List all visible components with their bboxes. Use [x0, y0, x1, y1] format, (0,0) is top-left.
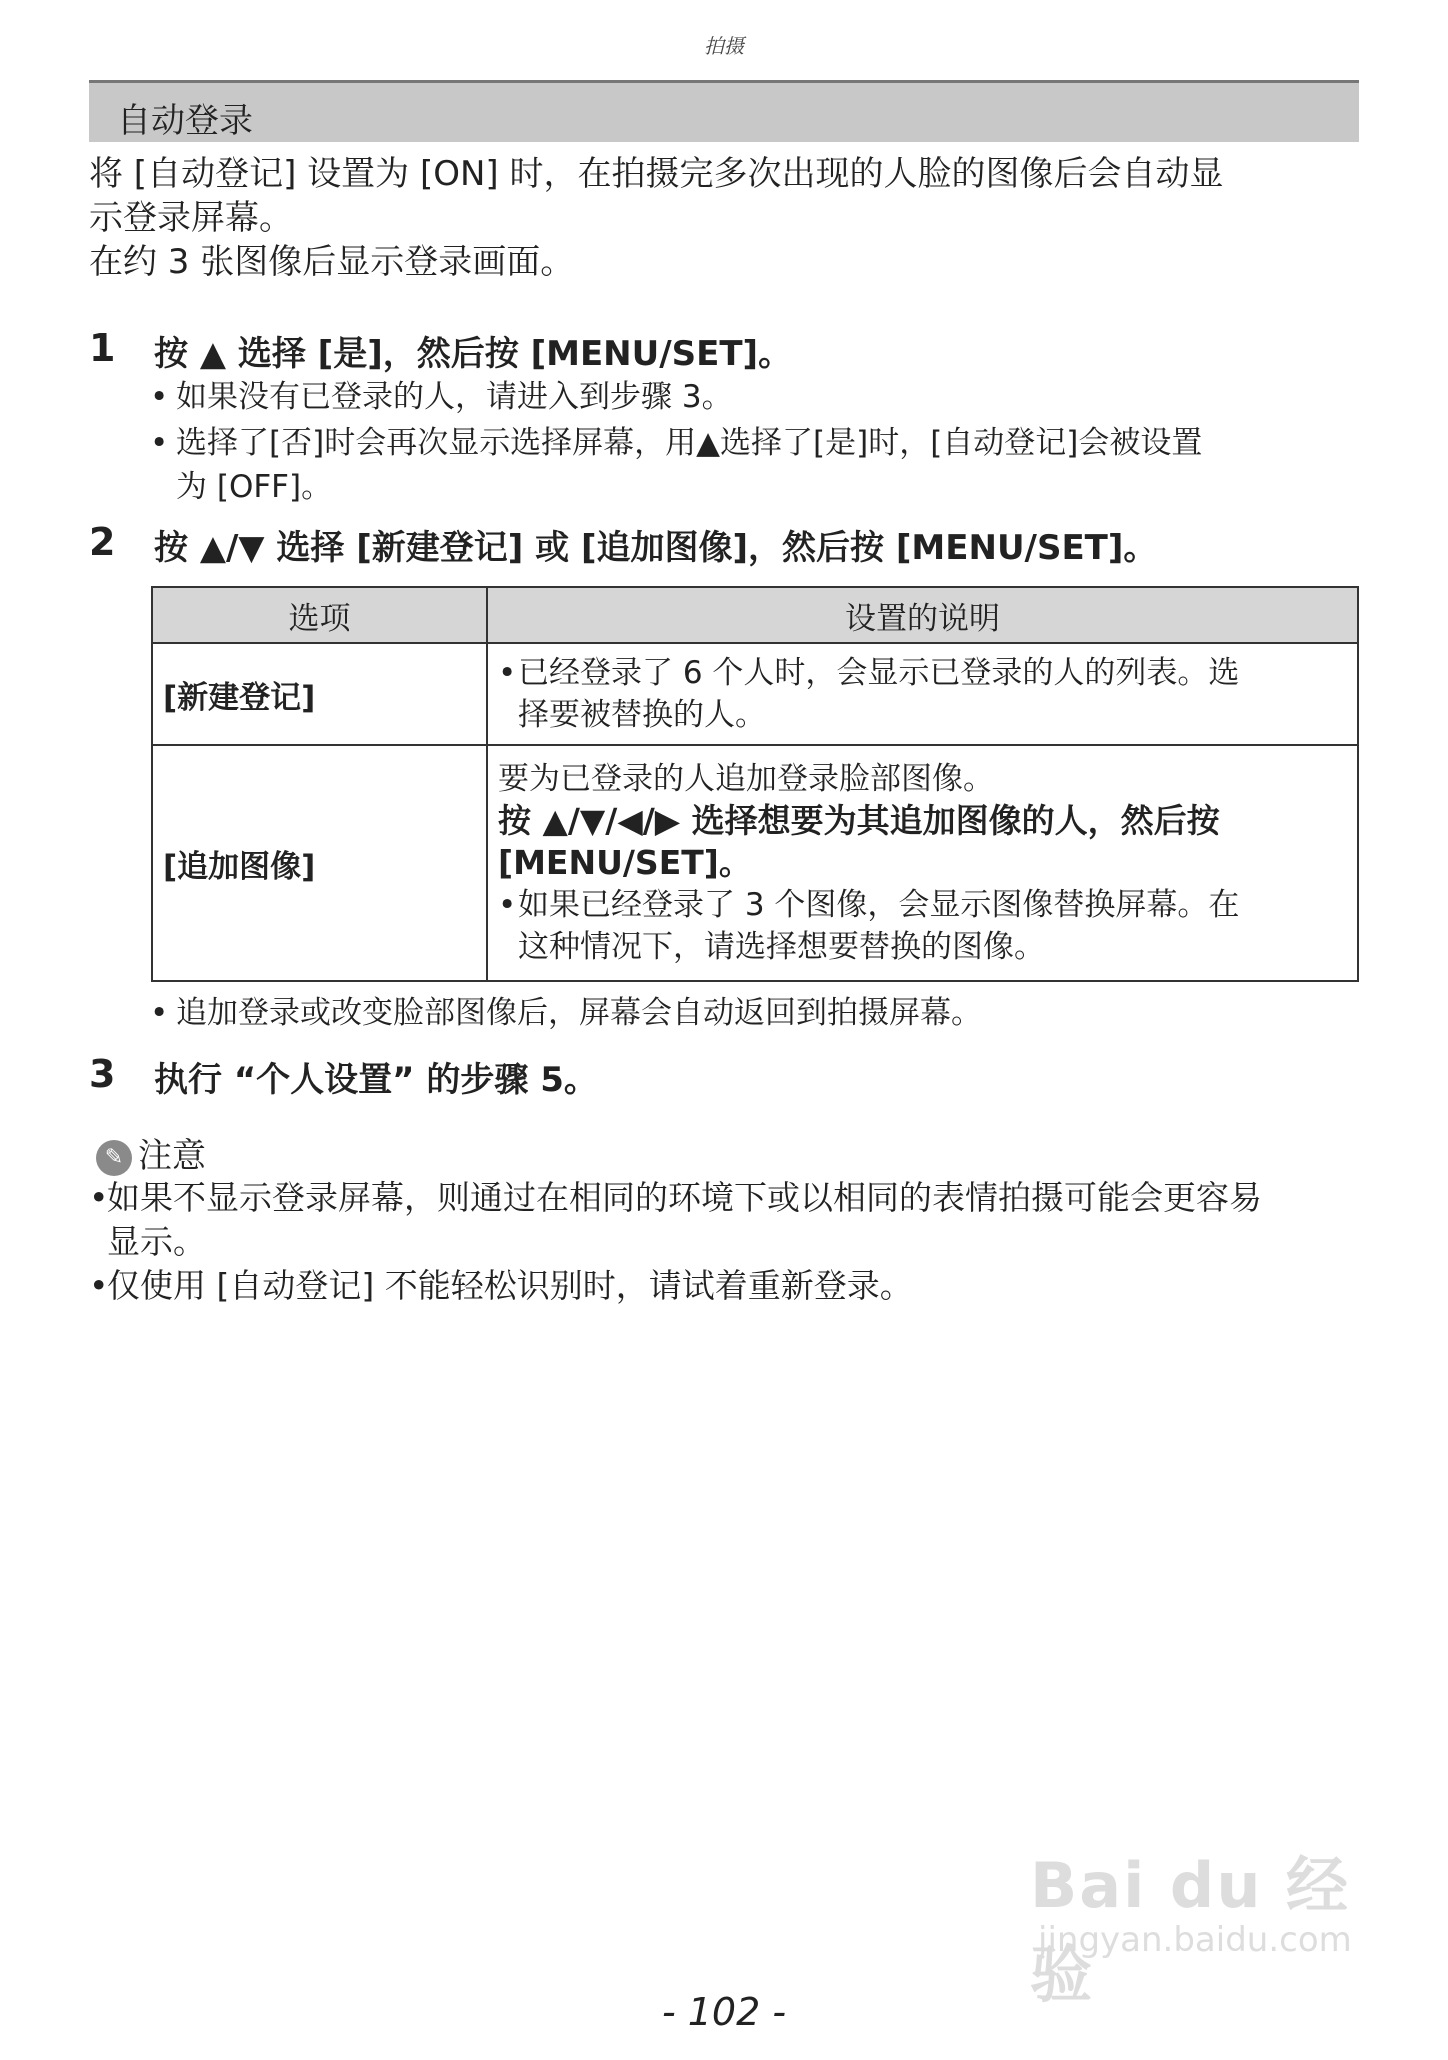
- step-instruction: 按 ▲ 选择 [是]，然后按 [MENU/SET]。: [154, 334, 793, 374]
- table-row: [152, 643, 1358, 745]
- description-instruction: 按 ▲/▼/◀/▶ 选择想要为其追加图像的人，然后按: [498, 801, 1220, 840]
- note-line: 显示。: [107, 1222, 206, 1261]
- intro-line: 在约 3 张图像后显示登录画面。: [89, 242, 575, 282]
- description-instruction: [MENU/SET]。: [498, 843, 752, 882]
- note-item: • 如果不显示登录屏幕，则通过在相同的环境下或以相同的表情拍摄可能会更容易 显示。: [89, 1176, 1359, 1264]
- step-2-after-note: • 追加登录或改变脸部图像后，屏幕会自动返回到拍摄屏幕。: [150, 992, 1360, 1034]
- page-header-label: 拍摄: [704, 34, 744, 58]
- baidu-watermark: [1030, 1836, 1360, 2011]
- intro-line: 示登录屏幕。: [89, 198, 293, 238]
- watermark-logo-text: Bai du 经验: [1030, 1849, 1351, 2011]
- section-title: 自动登录: [117, 101, 253, 141]
- description-line: 要为已登录的人追加登录脸部图像。: [498, 761, 994, 797]
- option-cell: [追加图像]: [152, 745, 487, 981]
- note-item: • 仅使用 [自动登记] 不能轻松识别时，请试着重新登录。: [89, 1264, 1359, 1308]
- intro-paragraph: [89, 152, 1359, 284]
- option-cell: [新建登记]: [152, 643, 487, 745]
- note-title: 注意: [138, 1136, 206, 1176]
- intro-line: 将 [自动登记] 设置为 [ON] 时，在拍摄完多次出现的人脸的图像后会自动显: [89, 154, 1224, 194]
- bullet-text: 追加登录或改变脸部图像后，屏幕会自动返回到拍摄屏幕。: [176, 995, 982, 1031]
- step-instruction: 按 ▲/▼ 选择 [新建登记] 或 [追加图像]，然后按 [MENU/SET]。: [154, 528, 1158, 568]
- bullet-text: 选择了[否]时会再次显示选择屏幕，用▲选择了[是]时，[自动登记]会被设置: [176, 425, 1203, 461]
- step-instruction: 执行 “个人设置” 的步骤 5。: [154, 1060, 598, 1100]
- description-line: 如果已经登录了 3 个图像，会显示图像替换屏幕。在: [518, 887, 1240, 923]
- pencil-icon: ✎: [96, 1140, 132, 1176]
- page-number: - 102 -: [661, 1990, 787, 2034]
- bullet-text: 为 [OFF]。: [176, 469, 333, 505]
- step-1-bullet-continued: [150, 466, 1360, 508]
- section-bar: [89, 80, 1359, 142]
- description-cell: [487, 643, 1358, 745]
- step-number: 3: [89, 1052, 116, 1096]
- options-table: [151, 586, 1359, 982]
- description-line: 已经登录了 6 个人时，会显示已登录的人的列表。选: [518, 655, 1240, 691]
- table-header-row: [152, 587, 1358, 643]
- note-line: 如果不显示登录屏幕，则通过在相同的环境下或以相同的表情拍摄可能会更容易: [107, 1178, 1262, 1217]
- step-1-bullet: • 如果没有已登录的人，请进入到步骤 3。: [150, 376, 1360, 418]
- step-1-bullet: • 选择了[否]时会再次显示选择屏幕，用▲选择了[是]时，[自动登记]会被设置: [150, 422, 1360, 464]
- description-line: 择要被替换的人。: [518, 697, 766, 733]
- step-number: 1: [89, 326, 116, 370]
- watermark-url: jingyan.baidu.com: [1038, 1920, 1352, 1960]
- table-header: 设置的说明: [487, 587, 1358, 643]
- description-bullet: • 已经登录了 6 个人时，会显示已登录的人的列表。选 择要被替换的人。: [498, 652, 1347, 736]
- note-heading: [96, 1128, 206, 1177]
- description-cell: [487, 745, 1358, 981]
- description-line: 这种情况下，请选择想要替换的图像。: [518, 929, 1045, 965]
- bullet-text: 如果没有已登录的人，请进入到步骤 3。: [176, 379, 733, 415]
- step-number: 2: [89, 520, 116, 564]
- table-row: [152, 745, 1358, 981]
- description-bullet: • 如果已经登录了 3 个图像，会显示图像替换屏幕。在 这种情况下，请选择想要替换的图像。: [498, 884, 1347, 968]
- table-header: 选项: [152, 587, 487, 643]
- note-line: 仅使用 [自动登记] 不能轻松识别时，请试着重新登录。: [107, 1266, 913, 1305]
